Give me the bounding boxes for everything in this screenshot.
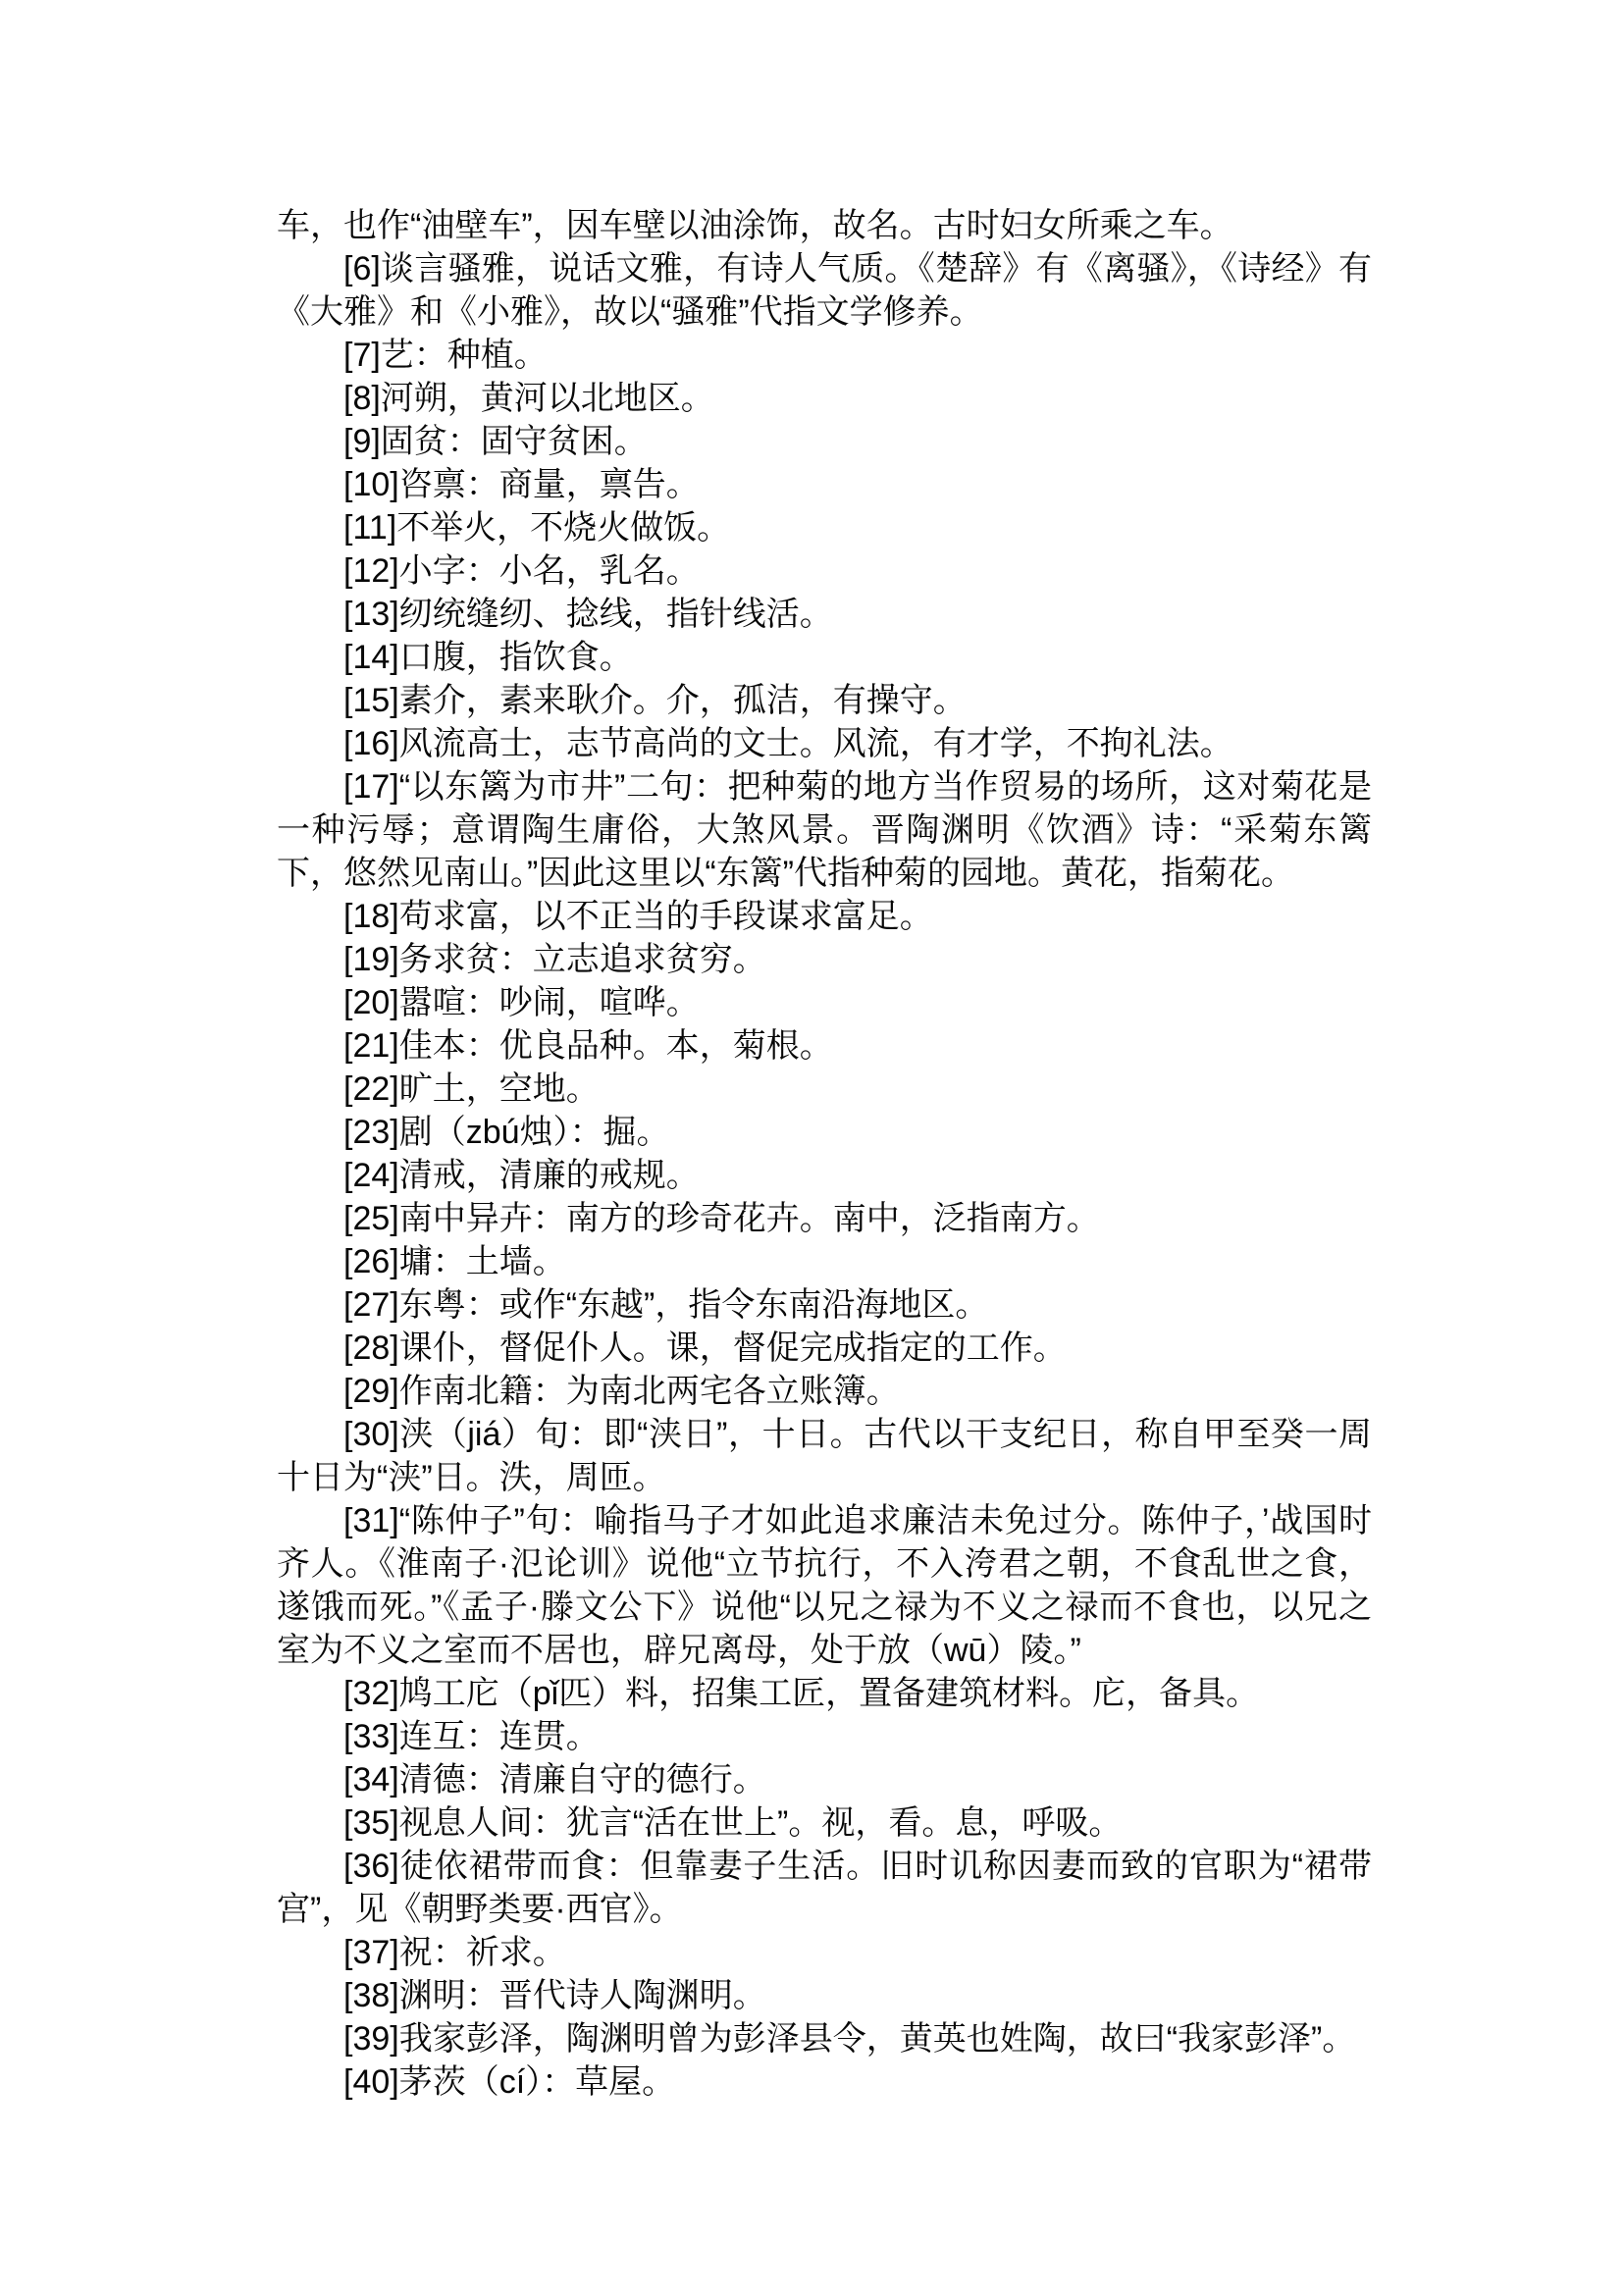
paragraph-continuation: 车，也作“油壁车”，因车壁以油涂饰，故名。古时妇女所乘之车。: [277, 207, 1233, 244]
annotations-text-block: [277, 204, 1372, 2104]
annotation-paragraph-38: [38]渊明：晋代诗人陶渊明。: [343, 1977, 766, 2014]
annotation-paragraph-18: [18]苟求富，以不正当的手段谋求富足。: [343, 898, 933, 935]
annotation-paragraph-15: [15]素介，素来耿介。介，孤洁，有操守。: [343, 682, 967, 719]
annotation-paragraph-35: [35]视息人间：犹言“活在世上”。视，看。息，呼吸。: [343, 1804, 1123, 1842]
annotation-paragraph-11: [11]不举火，不烧火做饭。: [343, 509, 731, 547]
annotation-paragraph-32: [32]鸠工庀（pǐ匹）料，招集工匠，置备建筑材料。庀，备具。: [343, 1675, 1260, 1712]
annotation-paragraph-21: [21]佳本：优良品种。本，菊根。: [343, 1027, 833, 1065]
annotation-paragraph-36: [36]徒依裙带而食：但靠妻子生活。旧时讥称因妻而致的官职为“裙带宫”，见《朝野类要·西官》。: [277, 1848, 1372, 1928]
annotation-paragraph-28: [28]课仆，督促仆人。课，督促完成指定的工作。: [343, 1329, 1067, 1367]
annotation-paragraph-24: [24]清戒，清廉的戒规。: [343, 1157, 700, 1194]
annotation-paragraph-17: [17]“以东篱为市井”二句：把种菊的地方当作贸易的场所，这对菊花是一种污辱；意谓陶生庸俗，大煞风景。晋陶渊明《饮酒》诗：“采菊东篱下，悠然见南山。”因此这里以“东篱”代指种菊的园地。黄花，指菊花。: [277, 768, 1372, 892]
annotation-paragraph-37: [37]祝：祈求。: [343, 1934, 566, 1971]
annotation-paragraph-30: [30]浃（jiá）旬：即“浃日”，十日。古代以干支纪日，称自甲至癸一周十日为“浃”日。泆，周匝。: [277, 1416, 1372, 1496]
annotation-paragraph-26: [26]墉：土墙。: [343, 1243, 566, 1280]
annotation-paragraph-9: [9]固贫：固守贫困。: [343, 423, 648, 460]
annotation-paragraph-40: [40]茅茨（cí）：草屋。: [343, 2063, 676, 2101]
annotation-paragraph-34: [34]清德：清廉自守的德行。: [343, 1761, 766, 1799]
annotation-paragraph-39: [39]我家彭泽，陶渊明曾为彭泽县令，黄英也姓陶，故曰“我家彭泽”。: [343, 2020, 1356, 2058]
annotation-paragraph-12: [12]小字：小名，乳名。: [343, 552, 700, 590]
annotation-paragraph-33: [33]连互：连贯。: [343, 1718, 600, 1755]
annotation-paragraph-20: [20]嚣喧：吵闹，喧哗。: [343, 984, 700, 1021]
annotation-paragraph-31: [31]“陈仲子”句：喻指马子才如此追求廉洁未免过分。陈仲子，’战国时齐人。《淮南子·氾论训》说他“立节抗行，不入洿君之朝，不食乱世之食，遂饿而死。”《孟子·滕文公下》说他“以兄之禄为不义之禄而不食也，以兄之室为不义之室而不居也，辟兄离母，处于放（wū）陵。”: [277, 1502, 1372, 1669]
annotation-paragraph-6: [6]谈言骚雅，说话文雅，有诗人气质。《楚辞》有《离骚》，《诗经》有《大雅》和《小雅》，故以“骚雅”代指文学修养。: [277, 250, 1372, 331]
annotation-paragraph-7: [7]艺：种植。: [343, 337, 548, 374]
annotation-paragraph-19: [19]务求贫：立志追求贫穷。: [343, 941, 766, 978]
annotation-paragraph-22: [22]旷土，空地。: [343, 1070, 600, 1108]
annotation-paragraph-29: [29]作南北籍：为南北两宅各立账簿。: [343, 1373, 900, 1410]
annotation-paragraph-23: [23]剧（zbú烛）：掘。: [343, 1114, 670, 1151]
annotation-paragraph-10: [10]咨禀：商量，禀告。: [343, 466, 700, 503]
annotation-paragraph-25: [25]南中异卉：南方的珍奇花卉。南中，泛指南方。: [343, 1200, 1100, 1237]
annotation-paragraph-27: [27]东粤：或作“东越”，指令东南沿海地区。: [343, 1286, 989, 1324]
annotation-paragraph-8: [8]河朔，黄河以北地区。: [343, 380, 714, 417]
annotation-paragraph-14: [14]口腹，指饮食。: [343, 639, 633, 676]
annotation-paragraph-16: [16]风流高士，志节高尚的文士。风流，有才学，不拘礼法。: [343, 725, 1233, 762]
annotation-paragraph-13: [13]纫统缝纫、捻线，指针线活。: [343, 596, 833, 633]
